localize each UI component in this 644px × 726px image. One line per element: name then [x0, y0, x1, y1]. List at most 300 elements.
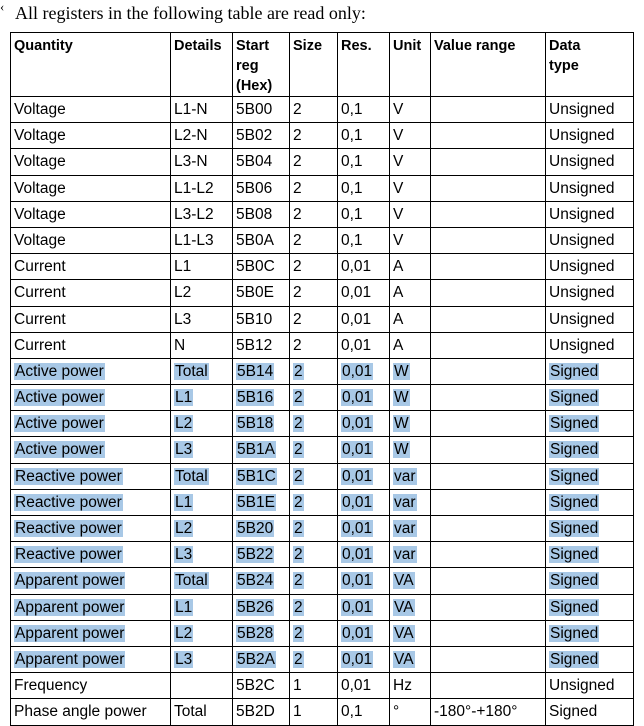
cell-quantity [11, 123, 171, 149]
cell-quantity [11, 673, 171, 699]
cell-start-reg [233, 175, 290, 201]
cell-unit [390, 385, 431, 411]
cell-size [290, 542, 338, 568]
cell-text: L1 [175, 493, 193, 511]
cell-start-reg [233, 620, 290, 646]
cell-data-type [546, 332, 634, 358]
cell-res [338, 463, 390, 489]
cell-text: 0,1 [341, 179, 363, 197]
cell-text: 2 [293, 231, 302, 249]
cell-res [338, 332, 390, 358]
cell-text: 5B12 [236, 336, 273, 354]
cell-start-reg [233, 489, 290, 515]
cell-text: L3 [175, 650, 193, 668]
cell-text: Reactive power [15, 467, 122, 485]
cell-res [338, 437, 390, 463]
cell-text: 0,01 [342, 415, 373, 433]
cell-res [338, 542, 390, 568]
cell-text: V [393, 127, 404, 145]
cell-details [171, 594, 233, 620]
header-text-line: Value range [434, 38, 516, 54]
cell-res [338, 201, 390, 227]
cell-quantity [11, 201, 171, 227]
header-text-line: Unit [393, 38, 422, 54]
cell-quantity [11, 227, 171, 253]
cell-res [338, 254, 390, 280]
cell-size [290, 411, 338, 437]
cell-text: W [394, 415, 409, 433]
cell-text: Signed [550, 441, 599, 459]
cell-text: Voltage [14, 179, 66, 197]
cell-value-range [431, 201, 546, 227]
cell-details [171, 699, 233, 725]
cell-size [290, 97, 338, 123]
cell-unit [390, 516, 431, 542]
cell-value-range [431, 489, 546, 515]
cell-text: 2 [294, 650, 303, 668]
header-data-type [546, 33, 634, 97]
cell-quantity [11, 358, 171, 384]
cell-unit [390, 542, 431, 568]
cell-quantity [11, 542, 171, 568]
cell-text: 0,1 [341, 703, 363, 721]
cell-quantity [11, 385, 171, 411]
table-row [11, 280, 634, 306]
cell-text: 0,1 [341, 231, 363, 249]
cell-text: Apparent power [15, 650, 125, 668]
cell-data-type [546, 358, 634, 384]
cell-text: 0,01 [342, 650, 373, 668]
cell-text: var [394, 493, 416, 511]
cell-start-reg [233, 411, 290, 437]
cell-text: Current [14, 336, 66, 354]
cell-data-type [546, 280, 634, 306]
cell-text: 5B2A [237, 650, 275, 668]
cell-data-type [546, 175, 634, 201]
cell-text: Signed [550, 362, 599, 380]
header-res [338, 33, 390, 97]
cell-start-reg [233, 673, 290, 699]
cell-size [290, 201, 338, 227]
cell-text: W [394, 389, 409, 407]
cell-text: A [393, 258, 404, 276]
cell-text: Unsigned [549, 127, 615, 145]
cell-unit [390, 620, 431, 646]
cell-text: L1 [175, 598, 193, 616]
cell-text: 2 [293, 284, 302, 302]
cell-size [290, 149, 338, 175]
cell-value-range [431, 646, 546, 672]
cell-text: 2 [294, 362, 303, 380]
cell-text: 0,01 [342, 624, 373, 642]
cell-data-type [546, 516, 634, 542]
cell-text: Unsigned [549, 231, 615, 249]
cell-text: L1-L2 [174, 179, 214, 197]
table-row [11, 594, 634, 620]
cell-details [171, 201, 233, 227]
cell-text: 0,01 [341, 258, 372, 276]
cell-start-reg [233, 358, 290, 384]
cell-text: Signed [550, 546, 599, 564]
cell-text: 5B26 [237, 598, 274, 616]
cell-value-range [431, 620, 546, 646]
cell-details [171, 489, 233, 515]
cell-text: 2 [294, 441, 303, 459]
cell-start-reg [233, 516, 290, 542]
cell-unit [390, 568, 431, 594]
cell-data-type [546, 699, 634, 725]
cell-unit [390, 149, 431, 175]
cell-res [338, 358, 390, 384]
cell-unit [390, 254, 431, 280]
cell-text: 0,01 [341, 677, 372, 695]
cell-text: 5B2C [236, 677, 275, 695]
cell-text: 2 [294, 389, 303, 407]
cell-res [338, 411, 390, 437]
header-size [290, 33, 338, 97]
cell-text: Voltage [14, 153, 66, 171]
cell-text: var [394, 467, 416, 485]
cell-details [171, 254, 233, 280]
cell-text: 5B10 [236, 310, 273, 328]
cell-text: ° [393, 703, 400, 721]
cell-data-type [546, 489, 634, 515]
header-text-line: Size [293, 38, 323, 54]
cell-text: 2 [294, 467, 303, 485]
cell-details [171, 646, 233, 672]
cell-start-reg [233, 227, 290, 253]
cell-text: L2 [175, 520, 193, 537]
cell-unit [390, 175, 431, 201]
cell-text: 2 [294, 546, 303, 564]
table-row [11, 358, 634, 384]
cell-text: 5B14 [237, 362, 274, 380]
cell-text: Signed [550, 389, 599, 407]
cell-details [171, 227, 233, 253]
header-text-line: Data [549, 38, 581, 54]
cell-start-reg [233, 437, 290, 463]
cell-size [290, 699, 338, 725]
cell-text: Signed [550, 598, 599, 616]
cell-res [338, 646, 390, 672]
cell-text: L2 [175, 415, 193, 433]
cell-res [338, 568, 390, 594]
table-row [11, 306, 634, 332]
cell-unit [390, 306, 431, 332]
header-text-line: (Hex) [236, 78, 273, 94]
table-row [11, 542, 634, 568]
cell-text: Unsigned [549, 336, 615, 354]
cell-text: 0,01 [342, 572, 373, 590]
cell-details [171, 123, 233, 149]
cell-text: Unsigned [549, 179, 615, 197]
cell-text: L3 [175, 546, 193, 564]
header-details [171, 33, 233, 97]
cell-res [338, 227, 390, 253]
cell-text: V [393, 179, 404, 197]
cell-details [171, 358, 233, 384]
cell-details [171, 149, 233, 175]
cell-start-reg [233, 385, 290, 411]
cell-quantity [11, 97, 171, 123]
cell-text: Voltage [14, 231, 66, 249]
cell-text: Unsigned [549, 310, 615, 328]
cell-size [290, 594, 338, 620]
cell-text: A [393, 310, 404, 328]
cell-size [290, 332, 338, 358]
cell-text: Signed [550, 650, 599, 668]
cell-quantity [11, 332, 171, 358]
cell-text: 0,1 [341, 101, 363, 118]
cell-data-type [546, 227, 634, 253]
cell-start-reg [233, 568, 290, 594]
cell-text: 5B06 [236, 179, 273, 197]
cell-text: 2 [294, 415, 303, 433]
cell-text: 5B00 [236, 101, 273, 118]
header-quantity [11, 33, 171, 97]
table-row [11, 175, 634, 201]
cell-data-type [546, 123, 634, 149]
cell-text: Signed [550, 493, 599, 511]
cell-data-type [546, 542, 634, 568]
cell-text: 5B0A [236, 231, 274, 249]
cell-unit [390, 358, 431, 384]
cell-res [338, 699, 390, 725]
cell-unit [390, 201, 431, 227]
cell-start-reg [233, 280, 290, 306]
cell-value-range [431, 149, 546, 175]
cell-value-range [431, 516, 546, 542]
cell-text: Signed [550, 415, 599, 433]
cell-data-type [546, 254, 634, 280]
corner-mark: ‹ [0, 0, 5, 14]
table-row [11, 568, 634, 594]
cell-unit [390, 411, 431, 437]
cell-text: Signed [550, 520, 599, 537]
cell-text: Hz [393, 677, 412, 695]
cell-data-type [546, 149, 634, 175]
cell-text: Voltage [14, 205, 66, 223]
cell-text: L1 [175, 389, 193, 407]
cell-text: 2 [293, 310, 302, 328]
cell-res [338, 620, 390, 646]
cell-text: 0,01 [342, 493, 373, 511]
cell-text: V [393, 231, 404, 249]
cell-data-type [546, 594, 634, 620]
cell-text: 0,1 [341, 153, 363, 171]
cell-data-type [546, 97, 634, 123]
cell-size [290, 123, 338, 149]
cell-text: 2 [294, 520, 303, 537]
cell-text: 5B1E [237, 493, 275, 511]
cell-details [171, 306, 233, 332]
cell-value-range [431, 699, 546, 725]
cell-value-range [431, 306, 546, 332]
cell-text: Total [174, 703, 207, 721]
cell-data-type [546, 385, 634, 411]
cell-start-reg [233, 201, 290, 227]
cell-text: 0,01 [341, 336, 372, 354]
header-text-line: Quantity [14, 38, 73, 54]
header-text-line: reg [236, 58, 259, 74]
cell-value-range [431, 358, 546, 384]
cell-start-reg [233, 542, 290, 568]
cell-quantity [11, 516, 171, 542]
cell-text: L2 [174, 284, 192, 302]
cell-size [290, 175, 338, 201]
cell-text: Signed [550, 467, 599, 485]
cell-start-reg [233, 306, 290, 332]
cell-start-reg [233, 332, 290, 358]
cell-quantity [11, 620, 171, 646]
table-row [11, 463, 634, 489]
cell-text: L1-L3 [174, 231, 214, 249]
cell-text: W [394, 362, 409, 380]
cell-text: Unsigned [549, 677, 615, 695]
table-row [11, 516, 634, 542]
cell-text: 2 [294, 624, 303, 642]
cell-unit [390, 646, 431, 672]
cell-text: 5B20 [237, 520, 274, 537]
cell-value-range [431, 385, 546, 411]
cell-text: VA [394, 572, 414, 590]
cell-unit [390, 489, 431, 515]
cell-unit [390, 97, 431, 123]
cell-value-range [431, 254, 546, 280]
cell-text: 0,1 [341, 127, 363, 145]
cell-details [171, 280, 233, 306]
cell-text: Current [14, 258, 66, 276]
cell-details [171, 673, 233, 699]
cell-text: 2 [293, 179, 302, 197]
cell-value-range [431, 411, 546, 437]
table-row [11, 437, 634, 463]
cell-text: Active power [15, 389, 104, 407]
table-row [11, 489, 634, 515]
header-text-line: Res. [341, 38, 372, 54]
cell-text: 0,01 [342, 598, 373, 616]
cell-text: Total [175, 572, 208, 590]
cell-text: -180°-+180° [434, 703, 518, 721]
header-value-range [431, 33, 546, 97]
cell-text: Total [175, 467, 208, 485]
cell-size [290, 306, 338, 332]
cell-quantity [11, 463, 171, 489]
cell-text: Active power [15, 441, 104, 459]
cell-start-reg [233, 699, 290, 725]
cell-text: 5B04 [236, 153, 273, 171]
cell-size [290, 463, 338, 489]
cell-size [290, 280, 338, 306]
cell-value-range [431, 97, 546, 123]
cell-text: Current [14, 310, 66, 328]
cell-quantity [11, 437, 171, 463]
cell-unit [390, 699, 431, 725]
table-body [11, 97, 634, 726]
cell-text: L3-L2 [174, 205, 214, 223]
cell-text: 2 [294, 572, 303, 590]
cell-data-type [546, 201, 634, 227]
cell-text: A [393, 284, 404, 302]
cell-size [290, 227, 338, 253]
cell-unit [390, 437, 431, 463]
cell-size [290, 437, 338, 463]
cell-text: 0,1 [341, 205, 363, 223]
cell-value-range [431, 463, 546, 489]
cell-text: 2 [293, 127, 302, 145]
table-row [11, 97, 634, 123]
cell-text: 0,01 [342, 389, 373, 407]
cell-text: 5B18 [237, 415, 274, 433]
cell-unit [390, 594, 431, 620]
table-row [11, 123, 634, 149]
cell-value-range [431, 437, 546, 463]
cell-details [171, 175, 233, 201]
cell-details [171, 568, 233, 594]
cell-text: 5B24 [237, 572, 274, 590]
cell-text: var [394, 520, 416, 537]
cell-unit [390, 673, 431, 699]
cell-unit [390, 227, 431, 253]
cell-text: Active power [15, 362, 104, 380]
cell-value-range [431, 594, 546, 620]
intro-text: All registers in the following table are read only: [15, 3, 366, 23]
cell-value-range [431, 175, 546, 201]
cell-text: 5B28 [237, 624, 274, 642]
cell-start-reg [233, 149, 290, 175]
cell-value-range [431, 542, 546, 568]
cell-text: Signed [549, 703, 598, 721]
table-row [11, 332, 634, 358]
cell-text: 2 [294, 493, 303, 511]
cell-size [290, 620, 338, 646]
register-table [10, 32, 634, 726]
cell-text: 2 [293, 258, 302, 276]
table-row [11, 620, 634, 646]
cell-res [338, 175, 390, 201]
cell-unit [390, 332, 431, 358]
cell-text: L3 [174, 310, 192, 328]
cell-data-type [546, 568, 634, 594]
cell-data-type [546, 463, 634, 489]
header-text-line: Details [174, 38, 222, 54]
cell-start-reg [233, 123, 290, 149]
cell-text: 2 [293, 153, 302, 171]
cell-text: Signed [550, 572, 599, 590]
table-row [11, 385, 634, 411]
header-unit [390, 33, 431, 97]
cell-quantity [11, 594, 171, 620]
cell-text: 0,01 [341, 284, 372, 302]
cell-res [338, 149, 390, 175]
table-row [11, 254, 634, 280]
cell-text: L1-N [174, 101, 208, 118]
cell-value-range [431, 568, 546, 594]
cell-text: Active power [15, 415, 104, 433]
cell-text: Frequency [14, 677, 88, 695]
cell-size [290, 358, 338, 384]
cell-size [290, 489, 338, 515]
cell-quantity [11, 254, 171, 280]
cell-text: Unsigned [549, 284, 615, 302]
cell-text: 5B2D [236, 703, 275, 721]
cell-res [338, 280, 390, 306]
table-row [11, 227, 634, 253]
cell-text: 0,01 [342, 546, 373, 564]
cell-text: Reactive power [15, 546, 122, 564]
cell-text: Apparent power [15, 598, 125, 616]
cell-text: 2 [293, 336, 302, 354]
